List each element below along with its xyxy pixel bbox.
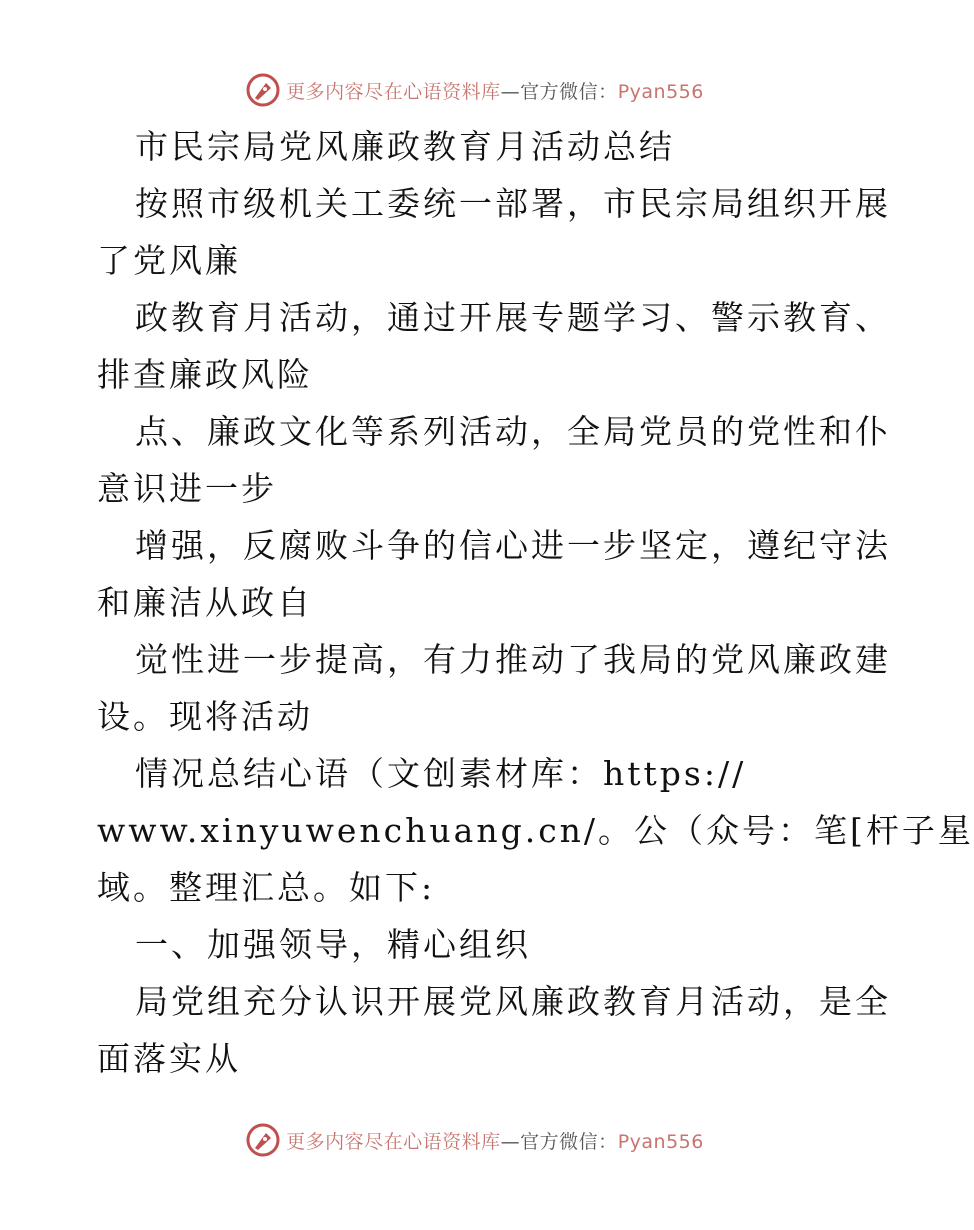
- paragraph-line: 和廉洁从政自: [97, 583, 313, 622]
- paragraph-line: 点、廉政文化等系列活动，全局党员的党性和仆: [135, 412, 891, 451]
- section-heading: 一、加强领导，精心组织: [135, 925, 531, 964]
- watermark-text: 更多内容尽在心语资料库—官方微信：Pyan556: [286, 80, 704, 103]
- document-body: [97, 118, 974, 1087]
- paragraph-line: www.xinyuwenchuang.cn/。公（众号：笔[杆子星: [97, 811, 974, 850]
- paragraph-line: 局党组充分认识开展党风廉政教育月活动，是全: [135, 982, 891, 1021]
- watermark-banner-top: [0, 70, 950, 110]
- paragraph-line: 增强，反腐败斗争的信心进一步坚定，遵纪守法: [135, 526, 891, 565]
- paragraph-line: 按照市级机关工委统一部署，市民宗局组织开展: [135, 184, 891, 223]
- paragraph-line: 域。整理汇总。如下:: [97, 868, 436, 907]
- document-title: 市民宗局党风廉政教育月活动总结: [135, 127, 675, 166]
- paragraph-line: 情况总结心语（文创素材库：https://: [135, 754, 747, 793]
- pen-nib-logo-icon: [246, 73, 280, 107]
- pen-nib-logo-icon: [246, 1123, 280, 1157]
- paragraph-line: 了党风廉: [97, 241, 241, 280]
- paragraph-line: 觉性进一步提高，有力推动了我局的党风廉政建: [135, 640, 891, 679]
- paragraph-line: 排查廉政风险: [97, 355, 313, 394]
- paragraph-line: 面落实从: [97, 1039, 241, 1078]
- paragraph-line: 意识进一步: [97, 469, 277, 508]
- watermark-banner-bottom: [0, 1120, 950, 1160]
- watermark-text: 更多内容尽在心语资料库—官方微信：Pyan556: [286, 1130, 704, 1153]
- paragraph-line: 设。现将活动: [97, 697, 313, 736]
- paragraph-line: 政教育月活动，通过开展专题学习、警示教育、: [135, 298, 891, 337]
